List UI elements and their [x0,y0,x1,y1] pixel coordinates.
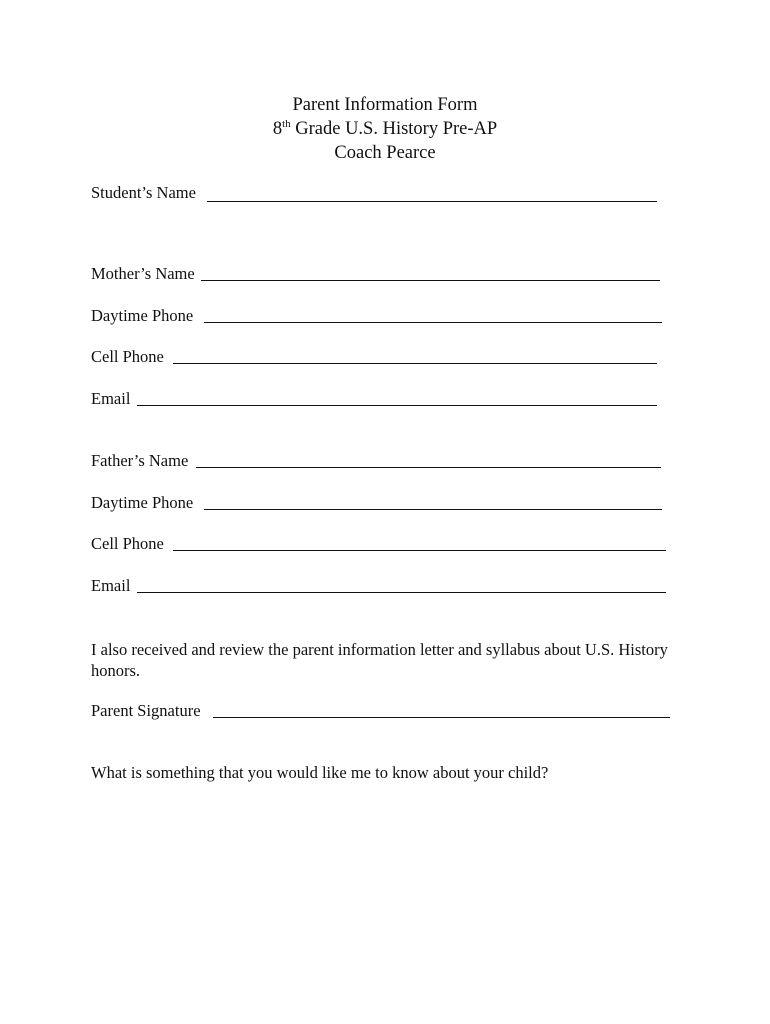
mother-name-field[interactable] [201,280,660,281]
grade-number: 8 [272,119,283,139]
father-daytime-phone-field[interactable] [204,509,662,510]
course-title [0,120,770,139]
student-name-field[interactable] [207,201,657,202]
mother-daytime-phone-label: Daytime Phone [91,306,194,325]
student-name-label: Student’s Name [91,183,196,202]
mother-email-field[interactable] [137,405,657,406]
mother-cell-phone-field[interactable] [173,363,657,364]
father-email-field[interactable] [137,592,666,593]
grade-suffix: th [282,118,291,130]
mother-daytime-phone-field[interactable] [204,322,662,323]
child-question-text: What is something that you would like me to know about your child? [91,763,549,782]
father-cell-phone-label: Cell Phone [91,534,164,553]
father-name-label: Father’s Name [91,451,189,470]
course-name: Grade U.S. History Pre-AP [290,119,498,139]
teacher-name: Coach Pearce [334,143,436,163]
mother-cell-phone-label: Cell Phone [91,347,164,366]
mother-name-label: Mother’s Name [91,264,195,283]
mother-email-label: Email [91,389,131,408]
parent-signature-label: Parent Signature [91,701,201,720]
acknowledgement-text: I also received and review the parent information letter and syllabus about U.S. History honors. [91,640,668,680]
parent-signature-field[interactable] [213,717,670,718]
form-title: Parent Information Form [292,95,478,115]
father-email-label: Email [91,576,131,595]
father-cell-phone-field[interactable] [173,550,666,551]
father-daytime-phone-label: Daytime Phone [91,493,194,512]
father-name-field[interactable] [196,467,661,468]
